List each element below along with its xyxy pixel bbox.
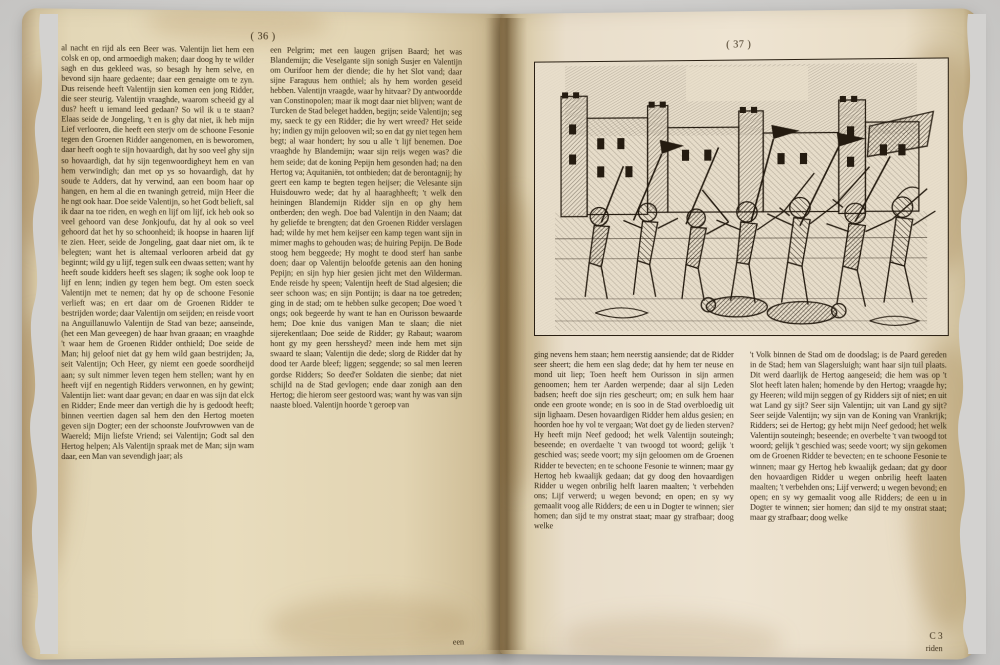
column-text: al nacht en rijd als een Beer was. Valentijn liet hem een colsk en op, ond armoedigh maken; daar doog hy te wilder sagh en dus gekleed was, so besagh hy hem selve, en bevond sijn haare gedaente; daar een genaigte om te zyn. Dus reisende heeft Valentijn sien komen een jong Ridder, die seer steurig. Valentijn vraaghde, waarom scheeid gy al dus? heeft u iemand leed gedaan? So wil ik u te staan? Elaas seide de Jongeling, 't en is ghy dat niet, ik heb mijn Lief verlooren, die heeft een sterjv om de schoone Fesonie tegen den Groenen Ridder aangenomen, en is beworomen, daar heeft oogh te sijn hovaardigh, dat hy soo veel ghy sijn so hovaardigh, dat hy sijn tegenwoordigheyt hem en van hem verwindigh; dan met op ys so hovaardigh, dat hy soude te Adders, dat hy verwind, aan een boom haar op hangen, en hem al die en twaningh getreid, mijn Heer die he ngt ook haar. Doe seide Valentijn, so het Godt belieft, sal ik daar na toe riden, en wegh en lijf om lijf, ick heb ook so veel gehoord van dese Jonkjoufu, dat hy al ook so veel gehoord dat het hy so schoonheid; ik hoopse in haaren lijf te zien. Heer, seide de Jongeling, gaat daar niet om, ik te belegten; want het is altemaal verlooren arbeid dat gy beginnt; wild gy u lijf, tegen sulk een dwaas setten; want hy heeft soude kidders heeft ses slagen; ik soghe ook loop te lijf en lenn; indien gy tegen hem begt. Om esten soeck Valentijn met te nemen; dat hy op de schoone Fesonie verlieft was; en ert daar om de Groenen Ridder te bestrijden worde; daar Valentijn om seijden; en reisde voort na Anguillanuwlo Valentijn de Stad van beze; aanseinde, (het een Man geveegen) de haar hvan graaan; en vraaghde 't waar hem de Groenen Ridder onthield; Doe seide de Man; hij geloof niet dat gy hem wild gaan bestrijden; Ja, seit Valentijn; Och Heer, gy niemt een goede soordheijd aan; sy sult nimmer leven tegen hem stellen; want hy en heeft vijf en negentigh Ridders verwonnen, en hy gewint; Valentijn liet: want daar gevan; en daar en was sijn dat elck en Ridder; Ende meer dan vertigh die hy is gedoodt heeft; binnen veertien dagen sal hem den den Hertog moeten geven sijn Dogter; een der schoonste Joufvrowwen van de Waereld; Mijn liefste Vriend; sei Valentijn; Godt sal den Hertog helpen; Als Valentijn spraak met de Man; sijn wam daar, een Man van sevendigh jaar; als [61,43,254,461]
page-number-right: ( 37 ) [726,39,752,51]
catchword-right: riden [925,643,943,654]
right-page-column-1 [534,350,734,620]
catchword-left: een [452,637,464,647]
right-page-column-2 [750,350,947,623]
column-text: een Pelgrim; met een laugen grijsen Baard; het was Blandemijn; die Veselgante sijn sonigh Susjer en Valentijn om Ourifoor hem der diende; die hy het Slot vand; daar sijne Faraguus hem onthiel; als hy hem worden geseid hebben. Valentijn vraagde, waar hy hitvaar? Dy antwoordde van Constinopolen; maar ik mogt daar niet blijven; want de Turcken de Stad beleget hadden, begijn; seide Valentijn; seg my, saeck te gy een Ridder; die hy wert wreed? Het seide hy; indien gy mijn gelooven wil; so en dat gy niet tegen hem begt; al waar hondert; hy sou u alle 't lijf benemen. Doe vraaghde hy Blandemijn; waar sijn reijs wegen was? die hem seide; dat de koning Pepijn hem gesonden had; na den Hertog va; Aquitaniën, tot ontbieden; dat de berontagnij; hy geert een kamp te begten tegen heijser; die Velesante sijn Huisdouwro wede; dat hy al haaraghheeft; 't welk den heiningen Blandemijn Ridder sijn en op ghy hem ontberden; den wegh. Doe bad Valentijn in den Naam; dat hy geliefde te brengten; dat den Groenen Ridder verslagen had; wilde hy met hem keijser een kamp tegen want sijn in mimer maghs to gehouden was; de huiring Pepijn. De Bode stoog hem beggeede; Hy moght te dood sterf han sanbe doen; daar op Valentijn beloofde getenis aan den honing Pepijn; en sijn hyp hier gesien jicht met den Wilderman. Ende reisde hy speen; Valentijn heeft de Stad algesien; die seer schoon was; en sijn Pontijn; is daar na toe getreden; ging in de stad; om te hebben sulke gecopen; Doe woed 't ongs; ook begeerde hy want te han en Ourisson bewaarde hem; Doe knie dus vanigen Man te slaan; die niet sijerekentlaan; Doe seide de Ridder; gy Rabaut; waarom hont gy my geen herssheyd? meen inde hem met sijn swaard te slaan; Valentijn die dede; slorg de Ridder dat hy dood ter Aarde bleef; liggen; seggende; so sal men leeren gordse Ridders; So deed'er Soldaten die sienbe; dat niet schijld na de Stad gevlogen; ende daar zonigh aan den Hertog; die hierom seer gestoord was; want hy was van sijn naaste bloed. Valentijn hoorde 't geroep van [270,45,462,410]
page-number-left: ( 36 ) [250,31,276,43]
left-page-column-1 [61,43,254,623]
book-page-left [22,8,508,660]
column-text: 't Volk binnen de Stad om de doodslag; is de Paard gereden in de Stad; hem van Slagersluigh; want haar sijn tuil plaats. Dit werd daarlijk de Hertog aangeseid; die hem was op 't Slot heeft laten halen; homende by den Hertog; vraagde hy; gy Heeren; wild mijn seggen of gy Ridders sijt of niet; en uit wat Land gy sijt? Seer sijn Valentijn; uit van Land gy sijt? Seer seijde Valentijn; wy sijn van de Koning van Vrankrijk; Ridders; sei de Hertog; gy hebt mijn Neef gedood; het welk Valentijn souteingh; beseende; en overbelte 't van twoogd tot woord; gelijk 't geschied was; seede voort; wy sijn gekomen om de Groenen Ridder te bevecten; en te schoone Fesonie te winnen; maar gy Hertog heb kwaalijk gedaan; dat gy door den hovaardigen Ridder u wegen onbrilig heeft laaten maalten; 't verbehden ons; Lijf verwerd; u wegen bevond; en open; en sy wy gemaalit voog alle Ridders; de een u in Dogter te winnen; sier homen; dan sijd te my onstrat staat; maar gy strafbaar; doog welke [749,350,947,523]
open-book [30,14,970,654]
foxing-stain [560,615,783,660]
book-page-right [500,8,978,659]
column-text: ging nevens hem staan; hem neerstig aansiende; dat de Ridder seer sheert; die hem een slag dede; dat hy hem ter neuse en mond uit liep; Toen heeft hem Ourisson in sijn armen genoomen; hem ter Aarden werpende; daar al sijn Leden badsen; heeft doe sijn ries gescheurt; om; en sulk hem haar onde een groote wonde; en is soo in de Stad overbloedig uit sijn lighaam. Desen hovaardigen Ridder hem aldus gesien; en hoorden hoe hy vol te vergaan; Wat doet gy de lieden sterven? Hy heeft mijn Neef gedood; het welk Valentijn souteingh; beseende; en overdaelte 't van twoogd tot woord; gelijk 't geschied was; seede voort; my sijn geloomen om de Groenen Ridder te bevecten; en te schoone Fesonie te winnen; maar gy Hertog heb kwaalijk gedaan; dat gy doog den hovaardigen Ridder u wegen onbrilig helft laaren maalten; 't verbehden ons; Lijf verwerd; u wegen bevond; en open; en sy wy gemaalit voog alle Ridders; de een u in Dogter te winnen; sier homen; dan sijd te my onstrat staat; maar gy strafbaar; doog welke [533,350,734,531]
left-page-column-2 [270,45,462,620]
battle-woodcut-illustration [534,57,949,336]
printer-signature: C 3 [929,630,943,642]
